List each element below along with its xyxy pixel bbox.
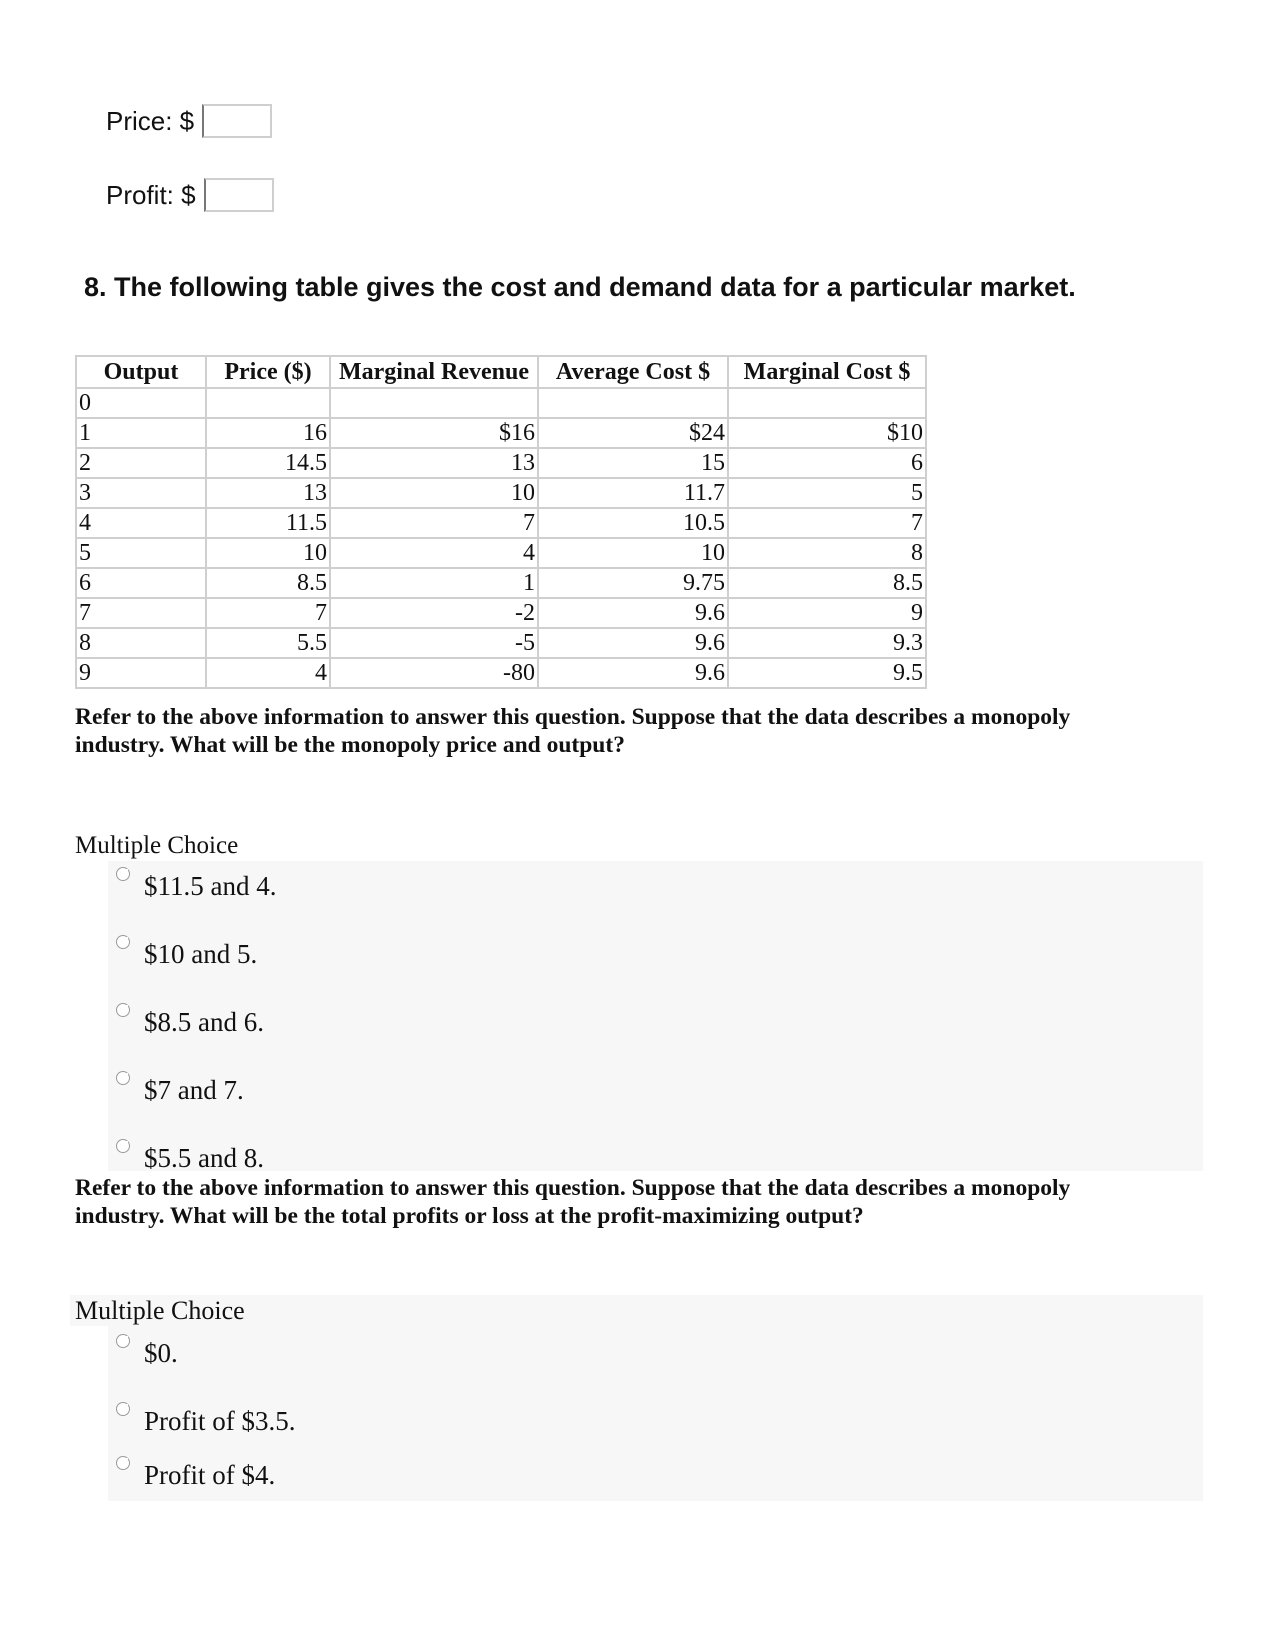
q1-option-d[interactable]: $7 and 7.	[116, 1071, 244, 1102]
table-cell: 15	[538, 448, 728, 478]
table-cell	[538, 388, 728, 418]
table-cell: 13	[206, 478, 330, 508]
table-cell: 9	[728, 598, 926, 628]
table-cell: 8	[728, 538, 926, 568]
profit-input[interactable]	[204, 178, 274, 212]
q1-option-b[interactable]: $10 and 5.	[116, 935, 257, 966]
table-cell: 13	[330, 448, 538, 478]
table-cell: 9.6	[538, 628, 728, 658]
q2-option-c[interactable]: Profit of $4.	[116, 1456, 275, 1487]
radio-icon[interactable]	[116, 867, 130, 881]
table-cell: 5	[76, 538, 206, 568]
table-cell: 7	[728, 508, 926, 538]
table-cell	[728, 388, 926, 418]
table-row	[76, 568, 926, 598]
table-cell: 9	[76, 658, 206, 688]
table-row	[76, 388, 926, 418]
q1-option-e[interactable]: $5.5 and 8.	[116, 1139, 264, 1170]
column-header: Marginal Revenue	[330, 356, 538, 388]
radio-icon[interactable]	[116, 1139, 130, 1153]
table-row	[76, 628, 926, 658]
table-row	[76, 598, 926, 628]
table-cell: $16	[330, 418, 538, 448]
table-cell: -5	[330, 628, 538, 658]
table-cell: 10	[206, 538, 330, 568]
table-row	[76, 418, 926, 448]
table-cell: 8.5	[728, 568, 926, 598]
q2-multiple-choice-label: Multiple Choice	[75, 1296, 245, 1325]
table-cell: 9.6	[538, 598, 728, 628]
profit-label: Profit: $	[106, 179, 196, 210]
table-cell: 4	[330, 538, 538, 568]
table-cell: 11.7	[538, 478, 728, 508]
table-header-row	[76, 356, 926, 388]
table-cell: 7	[76, 598, 206, 628]
table-cell: 9.5	[728, 658, 926, 688]
column-header: Marginal Cost $	[728, 356, 926, 388]
table-row	[76, 508, 926, 538]
radio-icon[interactable]	[116, 1334, 130, 1348]
table-cell: $24	[538, 418, 728, 448]
radio-icon[interactable]	[116, 1402, 130, 1416]
q1-multiple-choice-label: Multiple Choice	[75, 832, 239, 859]
q2-option-a[interactable]: $0.	[116, 1334, 178, 1365]
table-cell: 4	[206, 658, 330, 688]
price-label: Price: $	[106, 105, 195, 136]
table-cell: 1	[76, 418, 206, 448]
table-cell: 16	[206, 418, 330, 448]
table-cell: 2	[76, 448, 206, 478]
table-cell: 7	[206, 598, 330, 628]
cost-demand-table	[75, 355, 927, 689]
price-input[interactable]	[202, 104, 272, 138]
q1-options	[108, 861, 1203, 1171]
table-row	[76, 478, 926, 508]
table-cell: 5.5	[206, 628, 330, 658]
radio-icon[interactable]	[116, 1456, 130, 1470]
table-cell: 1	[330, 568, 538, 598]
table-cell: -2	[330, 598, 538, 628]
table-cell: 5	[728, 478, 926, 508]
table-cell: 10.5	[538, 508, 728, 538]
table-cell: 8.5	[206, 568, 330, 598]
column-header: Price ($)	[206, 356, 330, 388]
table-cell: 14.5	[206, 448, 330, 478]
table-cell	[330, 388, 538, 418]
table-cell: 4	[76, 508, 206, 538]
table-cell: $10	[728, 418, 926, 448]
column-header: Output	[76, 356, 206, 388]
table-cell: 8	[76, 628, 206, 658]
table-cell: 6	[76, 568, 206, 598]
table-row	[76, 448, 926, 478]
table-cell: 7	[330, 508, 538, 538]
table-cell: 9.3	[728, 628, 926, 658]
radio-icon[interactable]	[116, 1003, 130, 1017]
column-header: Average Cost $	[538, 356, 728, 388]
q2-option-b[interactable]: Profit of $3.5.	[116, 1402, 296, 1433]
table-cell: 6	[728, 448, 926, 478]
radio-icon[interactable]	[116, 935, 130, 949]
table-cell: 11.5	[206, 508, 330, 538]
table-row	[76, 538, 926, 568]
q2-options	[108, 1326, 1203, 1501]
question-title: 8. The following table gives the cost and demand data for a particular market.	[84, 272, 1076, 302]
table-cell	[206, 388, 330, 418]
table-cell: 0	[76, 388, 206, 418]
q1-prompt: Refer to the above information to answer this question. Suppose that the data describes a monopoly industry. What will be the monopoly price and output?	[75, 704, 1071, 758]
radio-icon[interactable]	[116, 1071, 130, 1085]
q1-option-a[interactable]: $11.5 and 4.	[116, 867, 276, 898]
table-cell: 10	[538, 538, 728, 568]
table-cell: 3	[76, 478, 206, 508]
table-row	[76, 658, 926, 688]
table-cell: 9.6	[538, 658, 728, 688]
table-cell: -80	[330, 658, 538, 688]
q1-option-c[interactable]: $8.5 and 6.	[116, 1003, 264, 1034]
price-field-row	[106, 104, 272, 138]
profit-field-row	[106, 178, 274, 212]
table-cell: 9.75	[538, 568, 728, 598]
table-cell: 10	[330, 478, 538, 508]
q2-prompt: Refer to the above information to answer this question. Suppose that the data describes a monopoly industry. What will be the total profits or loss at the profit-maximizing output?	[75, 1175, 1071, 1229]
